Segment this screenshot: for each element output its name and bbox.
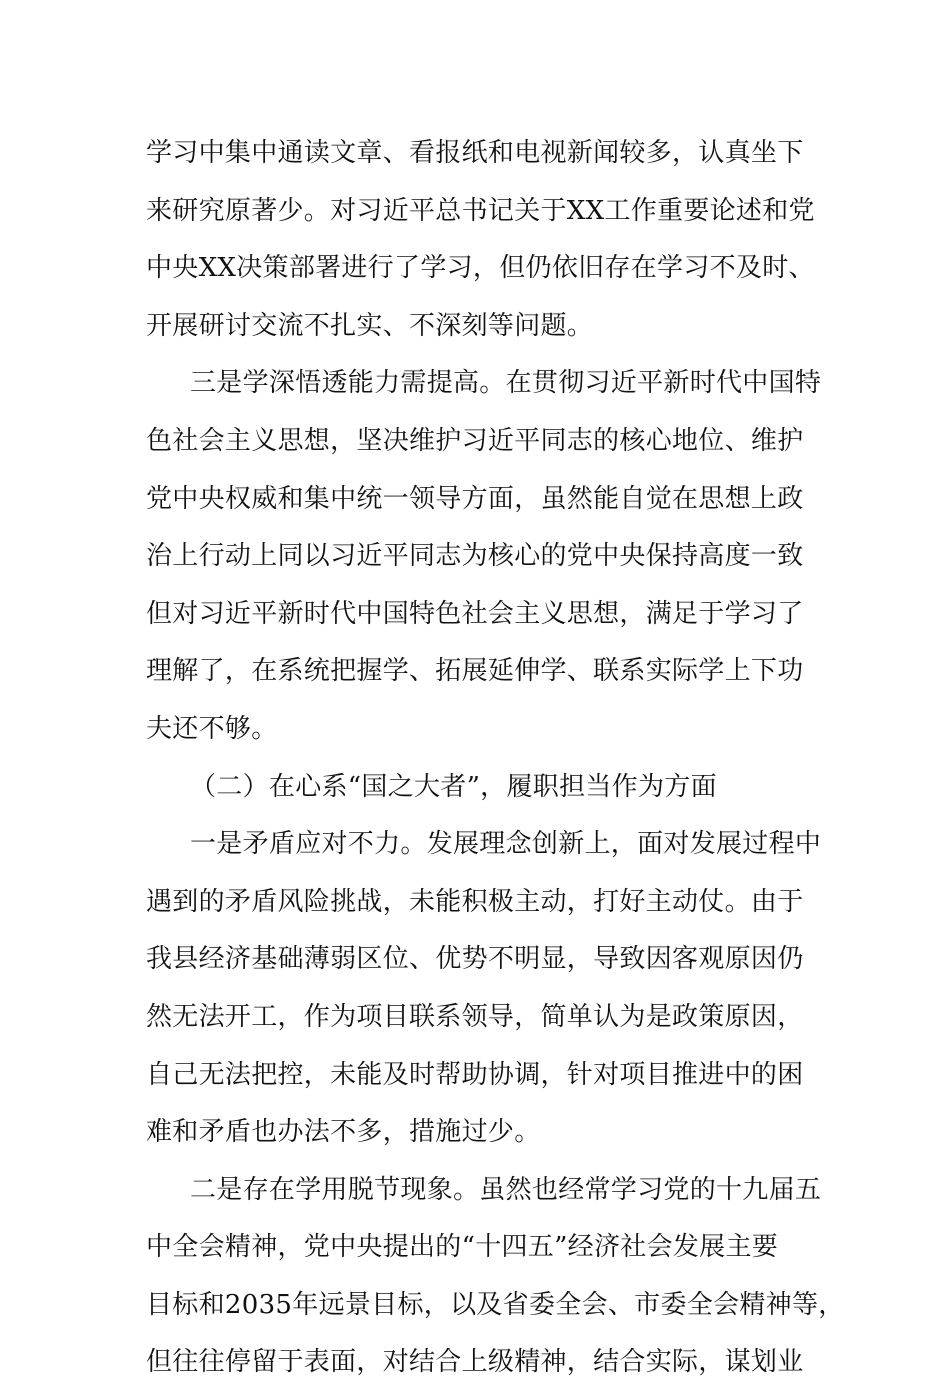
text-line: 然无法开工，作为项目联系领导，简单认为是政策原因，	[146, 1001, 804, 1032]
section-heading: （二）在心系“国之大者”，履职担当作为方面	[190, 771, 717, 802]
text-line: 目标和2035年远景目标，以及省委全会、市委全会精神等，	[146, 1289, 845, 1320]
text-line: 理解了，在系统把握学、拓展延伸学、联系实际学上下功	[146, 656, 804, 687]
text-line: 我县经济基础薄弱区位、优势不明显，导致因客观原因仍	[146, 944, 804, 975]
text-line: 党中央权威和集中统一领导方面，虽然能自觉在思想上政	[146, 483, 804, 514]
paragraph-start-line: 三是学深悟透能力需提高。在贯彻习近平新时代中国特	[190, 368, 822, 399]
paragraph-start-line: 二是存在学用脱节现象。虽然也经常学习党的十九届五	[190, 1174, 822, 1205]
text-line: 遇到的矛盾风险挑战，未能积极主动，打好主动仗。由于	[146, 886, 804, 917]
text-line: 开展研讨交流不扎实、不深刻等问题。	[146, 310, 594, 341]
text-line: 但往往停留于表面，对结合上级精神，结合实际，谋划业	[146, 1347, 804, 1378]
text-line: 但对习近平新时代中国特色社会主义思想，满足于学习了	[146, 598, 804, 629]
text-line: 自己无法把控，未能及时帮助协调，针对项目推进中的困	[146, 1059, 804, 1090]
text-line: 色社会主义思想，坚决维护习近平同志的核心地位、维护	[146, 425, 804, 456]
text-line: 治上行动上同以习近平同志为核心的党中央保持高度一致	[146, 541, 804, 572]
text-line: 中央XX决策部署进行了学习，但仍依旧存在学习不及时、	[146, 253, 815, 284]
paragraph-start-line: 一是矛盾应对不力。发展理念创新上，面对发展过程中	[190, 829, 822, 860]
text-line: 难和矛盾也办法不多，措施过少。	[146, 1117, 541, 1148]
text-line: 学习中集中通读文章、看报纸和电视新闻较多，认真坐下	[146, 138, 804, 168]
text-line: 来研究原著少。对习近平总书记关于XX工作重要论述和党	[146, 195, 815, 226]
text-line: 夫还不够。	[146, 713, 278, 744]
text-line: 中全会精神，党中央提出的“十四五”经济社会发展主要	[146, 1232, 779, 1263]
document-body	[146, 125, 845, 1392]
